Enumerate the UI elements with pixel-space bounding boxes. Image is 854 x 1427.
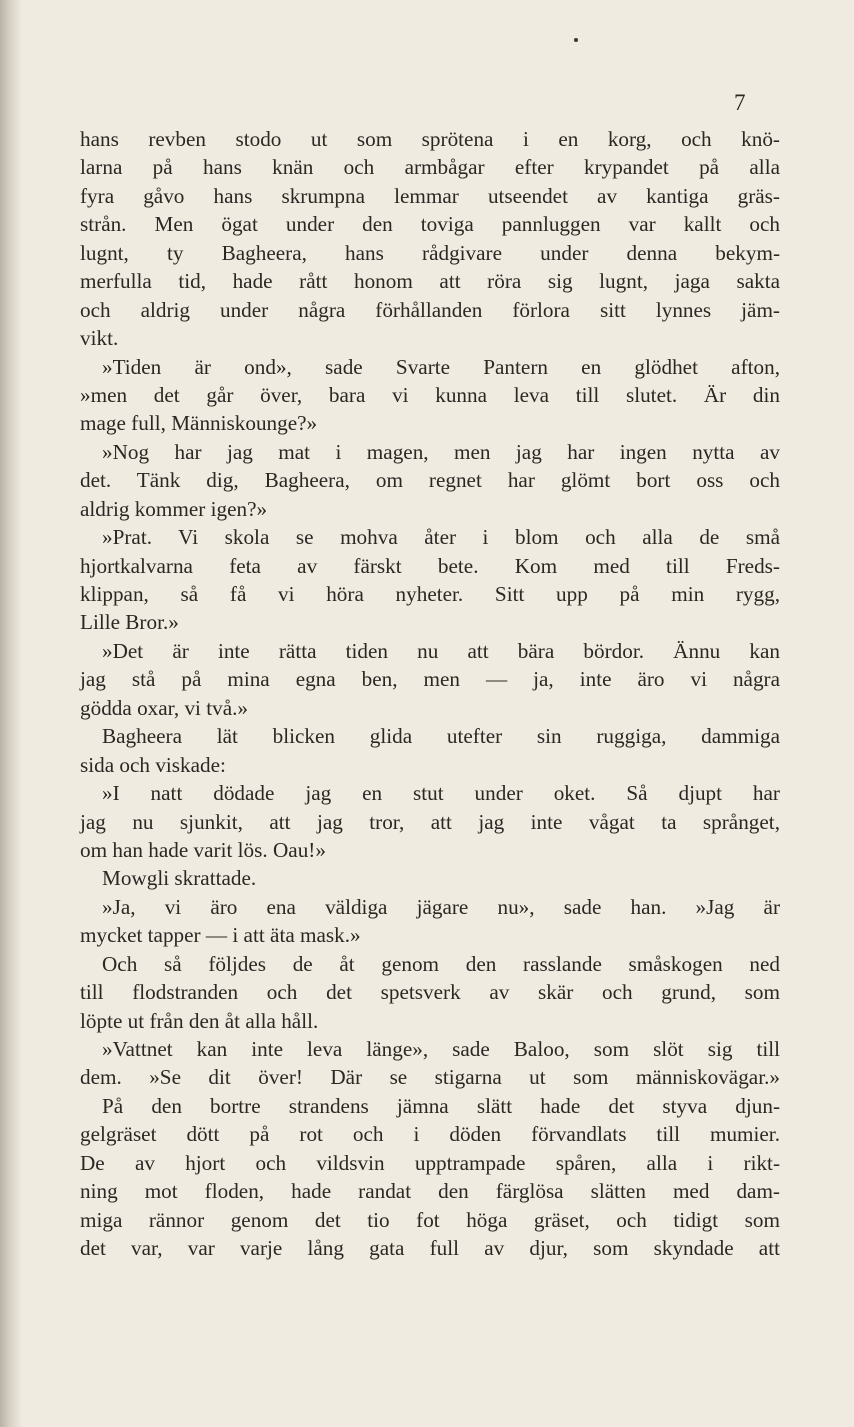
text-line: fyra gåvo hans skrumpna lemmar utseendet av kantiga gräs- xyxy=(80,183,780,208)
text-line: Bagheera lät blicken glida utefter sin ruggiga, dammiga xyxy=(102,724,780,749)
text-line: gödda oxar, vi två.» xyxy=(80,695,249,720)
text-line: miga rännor genom det tio fot höga gräset, och tidigt som xyxy=(80,1207,780,1232)
text-line: Lille Bror.» xyxy=(80,610,179,635)
text-line: »Tiden är ond», sade Svarte Pantern en glödhet afton, xyxy=(102,354,780,379)
text-line: mage full, Människounge?» xyxy=(80,411,318,436)
text-line: mycket tapper — i att äta mask.» xyxy=(80,923,361,948)
text-line: dem. »Se dit över! Där se stigarna ut som människovägar.» xyxy=(80,1065,780,1090)
text-line: och aldrig under några förhållanden förlora sitt lynnes jäm- xyxy=(80,297,780,322)
text-line: På den bortre strandens jämna slätt hade det styva djun- xyxy=(102,1093,780,1118)
text-line: De av hjort och vildsvin upptrampade spåren, alla i rikt- xyxy=(80,1150,780,1175)
text-line: »Vattnet kan inte leva länge», sade Baloo, som slöt sig till xyxy=(102,1037,780,1061)
text-line: till flodstranden och det spetsverk av skär och grund, som xyxy=(80,980,780,1005)
text-line: »men det går över, bara vi kunna leva till slutet. Är din xyxy=(80,382,780,407)
text-line: om han hade varit lös. Oau!» xyxy=(80,837,326,862)
text-line: sida och viskade: xyxy=(80,752,226,777)
text-line: aldrig kommer igen?» xyxy=(80,496,268,521)
text-line: gelgräset dött på rot och i döden förvandlats till mumier. xyxy=(80,1122,780,1147)
text-line: »I natt dödade jag en stut under oket. Så djupt har xyxy=(102,781,780,806)
text-line: larna på hans knän och armbågar efter krypandet på alla xyxy=(80,155,780,180)
text-line: ning mot floden, hade randat den färglösa slätten med dam- xyxy=(80,1179,780,1204)
text-line: »Nog har jag mat i magen, men jag har ingen nytta av xyxy=(102,439,780,464)
page-gutter-shadow xyxy=(0,0,22,1427)
print-speck xyxy=(574,38,578,42)
text-line: Och så följdes de åt genom den rasslande småskogen ned xyxy=(102,951,780,976)
page-number: 7 xyxy=(734,90,746,115)
text-line: det var, var varje lång gata full av djur, som skyndade att xyxy=(80,1236,780,1261)
text-line: lugnt, ty Bagheera, hans rådgivare under denna bekym- xyxy=(80,240,780,265)
text-line: klippan, så få vi höra nyheter. Sitt upp på min rygg, xyxy=(80,582,780,606)
body-text xyxy=(80,125,780,1263)
text-line: jag nu sjunkit, att jag tror, att jag inte vågat ta språnget, xyxy=(80,809,780,834)
text-line: »Ja, vi äro ena väldiga jägare nu», sade han. »Jag är xyxy=(102,894,780,919)
text-line: »Prat. Vi skola se mohva åter i blom och alla de små xyxy=(102,525,780,550)
text-line: hjortkalvarna feta av färskt bete. Kom med till Freds- xyxy=(80,553,780,578)
text-line: Mowgli skrattade. xyxy=(102,866,257,891)
text-line: »Det är inte rätta tiden nu att bära bördor. Ännu kan xyxy=(102,638,780,663)
text-line: jag stå på mina egna ben, men — ja, inte äro vi några xyxy=(80,667,780,692)
text-line: löpte ut från den åt alla håll. xyxy=(80,1008,319,1033)
text-line: merfulla tid, hade rått honom att röra sig lugnt, jaga sakta xyxy=(80,269,780,294)
text-line: vikt. xyxy=(80,326,119,351)
text-line: det. Tänk dig, Bagheera, om regnet har glömt bort oss och xyxy=(80,468,780,493)
text-line: strån. Men ögat under den toviga pannluggen var kallt och xyxy=(80,212,780,237)
text-line: hans revben stodo ut som sprötena i en korg, och knö- xyxy=(80,127,780,151)
